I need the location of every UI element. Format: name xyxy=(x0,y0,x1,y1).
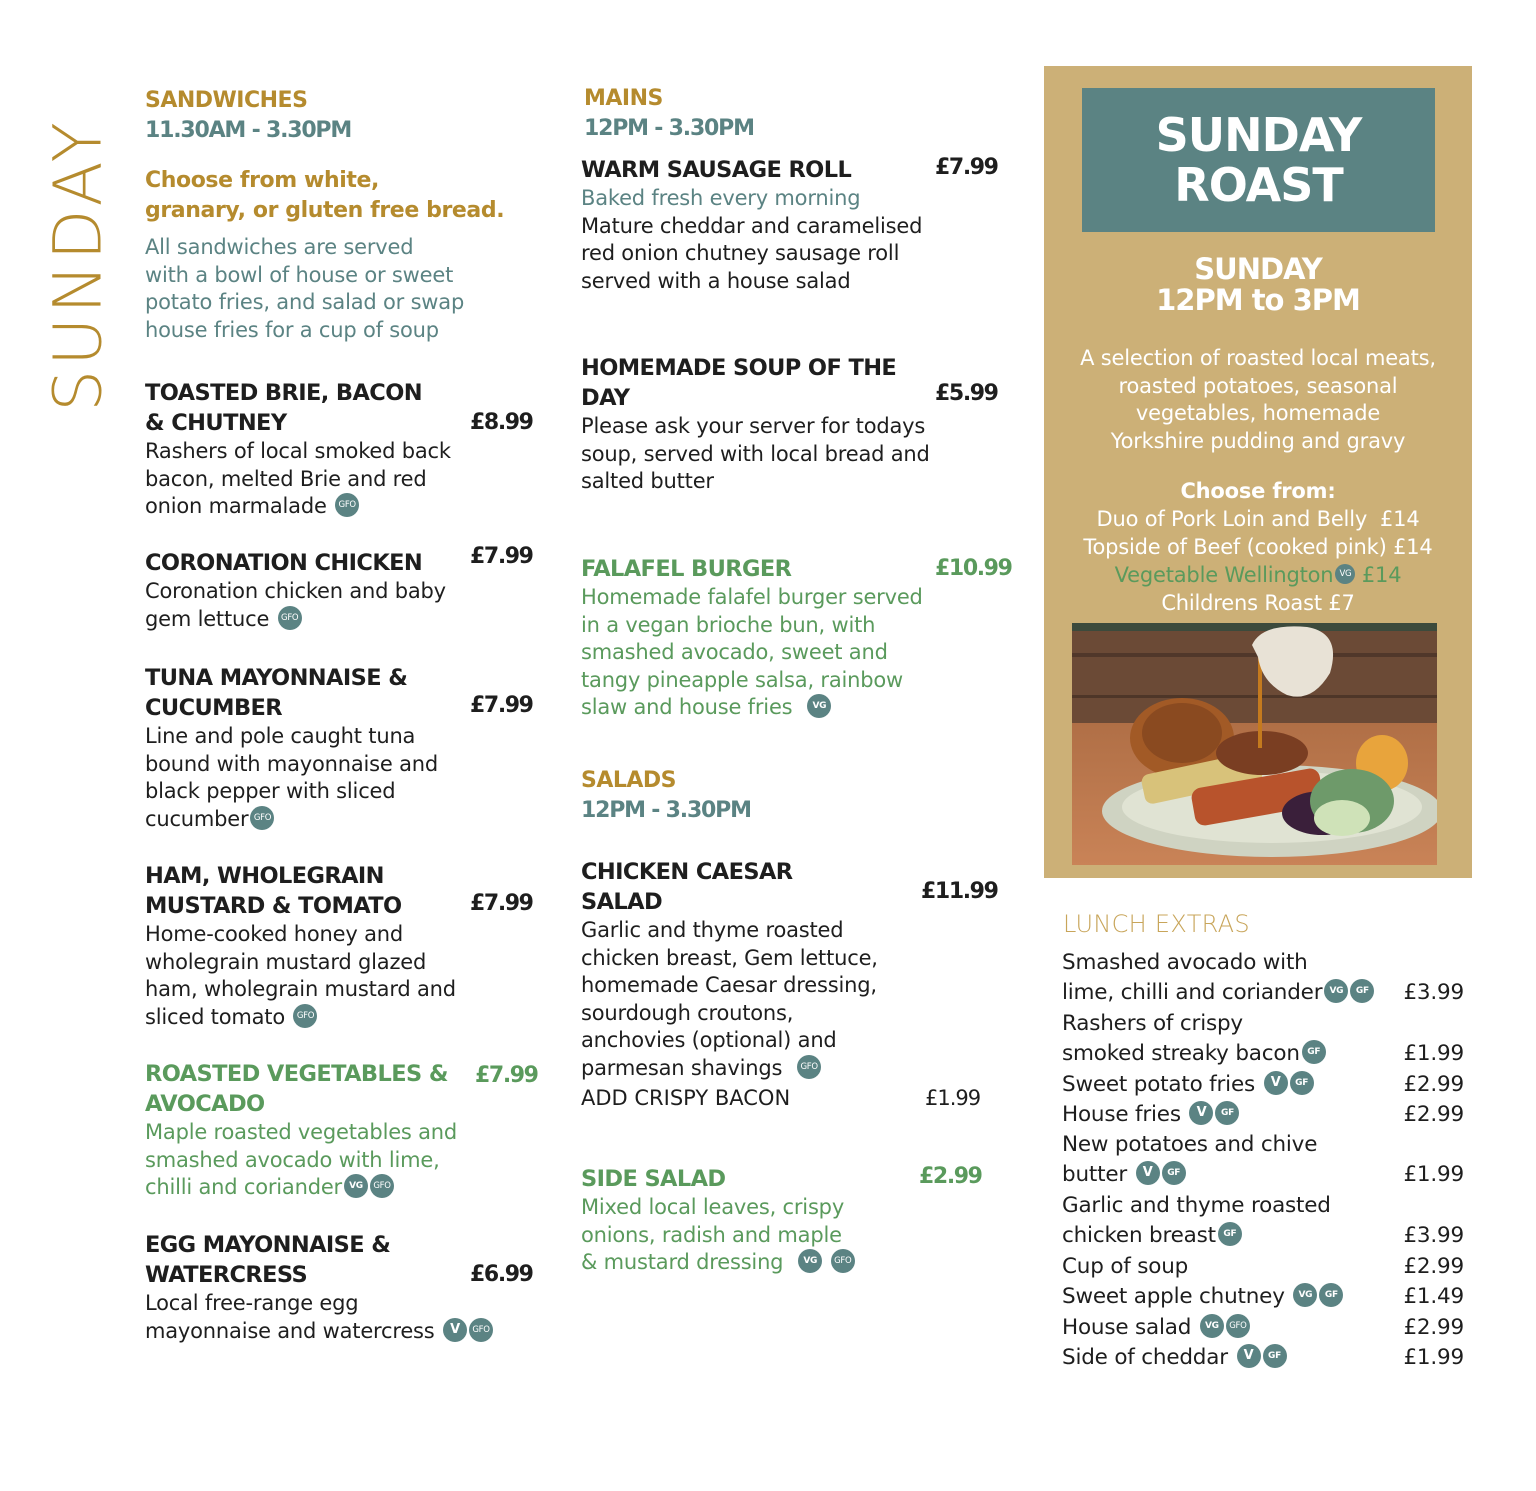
served-note-line: with a bowl of house or sweet xyxy=(145,262,454,287)
roast-desc-line: roasted potatoes, seasonal xyxy=(1118,373,1398,398)
extra-item-streaky-bacon xyxy=(1062,1009,1464,1070)
gf-badge-icon: GF xyxy=(1302,1040,1326,1064)
item-desc-line: sourdough croutons, xyxy=(581,1000,794,1025)
bread-choice-line-2: granary, or gluten free bread. xyxy=(145,198,505,223)
extra-item-sweet-apple-chutney xyxy=(1062,1282,1464,1312)
addon-row xyxy=(581,1086,1001,1120)
roast-plate-illustration xyxy=(1072,623,1437,865)
roast-option-label: Vegetable Wellington xyxy=(1114,563,1334,587)
item-price: £7.99 xyxy=(470,891,533,916)
salads-section-header xyxy=(581,766,751,826)
item-name: CORONATION CHICKEN xyxy=(145,550,423,576)
menu-item-homemade-soup xyxy=(581,353,1001,496)
gf-badge-icon: GF xyxy=(1290,1071,1314,1095)
extra-item-sweet-potato-fries xyxy=(1062,1070,1464,1100)
menu-item-warm-sausage-roll xyxy=(581,155,1001,295)
roast-option-price: £14 xyxy=(1380,507,1420,531)
gf-badge-icon: GF xyxy=(1215,1101,1239,1125)
item-name: FALAFEL BURGER xyxy=(581,556,792,582)
roast-title-line: SUNDAY xyxy=(1155,108,1362,162)
item-name: TOASTED BRIE, BACON xyxy=(145,380,422,406)
extra-item-side-of-cheddar xyxy=(1062,1343,1464,1373)
item-desc-line: in a vegan brioche bun, with xyxy=(581,612,876,637)
item-name: TUNA MAYONNAISE & xyxy=(145,665,408,691)
gf-badge-icon: GF xyxy=(1218,1222,1242,1246)
item-desc-line: cucumber xyxy=(145,806,249,831)
vg-badge-icon: VG xyxy=(1324,979,1348,1003)
gfo-badge-icon: GFO xyxy=(469,1318,493,1342)
extra-item-price: £1.49 xyxy=(1403,1284,1464,1309)
extra-item-chicken-breast xyxy=(1062,1191,1464,1252)
roast-option-beef xyxy=(1044,533,1472,561)
item-name: EGG MAYONNAISE & xyxy=(145,1232,391,1258)
item-desc-line: black pepper with sliced xyxy=(145,779,396,803)
gfo-badge-icon: GFO xyxy=(335,493,359,517)
roast-title-block xyxy=(1082,88,1435,232)
roast-option-pork xyxy=(1044,505,1472,533)
item-desc-line: Mature cheddar and caramelised xyxy=(581,213,923,238)
item-price: £6.99 xyxy=(470,1262,533,1287)
menu-item-egg-mayonnaise xyxy=(145,1230,545,1345)
item-desc-line: Rashers of local smoked back xyxy=(145,439,451,463)
item-desc-line: Local free-range egg xyxy=(145,1291,359,1315)
item-name: ROASTED VEGETABLES & xyxy=(145,1061,448,1087)
item-name: WARM SAUSAGE ROLL xyxy=(581,157,852,183)
served-note-line: All sandwiches are served xyxy=(145,235,414,259)
roast-title-line: ROAST xyxy=(1174,158,1343,212)
salads-heading: SALADS xyxy=(581,768,677,793)
vg-badge-icon: VG xyxy=(1293,1283,1317,1307)
roast-option-label: Topside of Beef (cooked pink) xyxy=(1083,535,1387,559)
item-desc-line: onion marmalade xyxy=(145,494,327,518)
extra-item-line: House fries xyxy=(1062,1102,1181,1127)
extra-item-new-potatoes xyxy=(1062,1130,1464,1191)
gfo-badge-icon: GFO xyxy=(370,1174,394,1198)
item-desc-line: homemade Caesar dressing, xyxy=(581,973,877,997)
menu-item-side-salad xyxy=(581,1164,1001,1277)
extra-item-price: £2.99 xyxy=(1403,1254,1464,1279)
extra-item-cup-of-soup xyxy=(1062,1252,1464,1282)
vertical-page-title xyxy=(38,92,118,437)
menu-item-roasted-vegetables xyxy=(145,1059,555,1202)
mains-section-header xyxy=(584,84,754,144)
menu-item-coronation-chicken xyxy=(145,544,545,633)
menu-item-falafel-burger xyxy=(581,554,1011,722)
item-desc-line: anchovies (optional) and xyxy=(581,1028,837,1052)
roast-choose-label: Choose from: xyxy=(1180,479,1336,503)
item-desc-line: gem lettuce xyxy=(145,606,270,631)
gf-badge-icon: GF xyxy=(1319,1283,1343,1307)
extra-item-line: Sweet apple chutney xyxy=(1062,1284,1285,1309)
item-desc-line: smashed avocado with lime, xyxy=(145,1147,440,1172)
item-desc-line: onions, radish and maple xyxy=(581,1222,842,1247)
item-desc-line: Mixed local leaves, crispy xyxy=(581,1195,845,1219)
extra-item-price: £2.99 xyxy=(1403,1072,1464,1097)
menu-item-chicken-caesar-salad xyxy=(581,857,1001,1120)
sandwiches-heading: SANDWICHES xyxy=(145,88,308,113)
item-name: AVOCADO xyxy=(145,1091,265,1117)
sandwiches-section xyxy=(145,86,555,344)
extra-item-line: Garlic and thyme roasted xyxy=(1062,1193,1331,1218)
item-desc-line: smashed avocado, sweet and xyxy=(581,640,888,664)
roast-option-price: £14 xyxy=(1361,563,1402,587)
item-desc-line: slaw and house fries xyxy=(581,695,793,719)
extra-item-price: £2.99 xyxy=(1403,1102,1464,1127)
extra-item-house-salad xyxy=(1062,1313,1464,1343)
extra-item-smashed-avocado xyxy=(1062,948,1464,1009)
menu-item-tuna-mayonnaise xyxy=(145,663,545,833)
item-desc-line: & mustard dressing xyxy=(581,1250,784,1274)
item-price: £7.99 xyxy=(475,1063,538,1088)
item-desc-line: Homemade falafel burger served xyxy=(581,585,923,609)
sandwiches-time: 11.30AM - 3.30PM xyxy=(145,118,352,143)
mains-heading: MAINS xyxy=(584,86,663,111)
roast-option-vegetable-wellington xyxy=(1044,561,1472,589)
roast-option-price: £14 xyxy=(1393,535,1433,559)
gf-badge-icon: GF xyxy=(1350,979,1374,1003)
extra-item-price: £2.99 xyxy=(1403,1315,1464,1340)
item-desc-line: Garlic and thyme roasted xyxy=(581,918,844,942)
item-desc-line: Line and pole caught tuna xyxy=(145,724,416,748)
item-price: £7.99 xyxy=(470,693,533,718)
item-desc-line: mayonnaise and watercress xyxy=(145,1318,435,1343)
sunday-roast-photo xyxy=(1072,623,1437,865)
item-desc-line: Maple roasted vegetables and xyxy=(145,1120,458,1144)
item-name: MUSTARD & TOMATO xyxy=(145,893,402,919)
roast-desc-line: A selection of roasted local meats, xyxy=(1080,346,1436,370)
extra-item-line: smoked streaky bacon xyxy=(1062,1041,1300,1067)
bread-choice-line-1: Choose from white, xyxy=(145,168,379,193)
roast-option-price: £7 xyxy=(1328,591,1355,615)
item-desc-line: tangy pineapple salsa, rainbow xyxy=(581,667,904,692)
extra-item-price: £3.99 xyxy=(1403,1223,1464,1248)
item-desc-line: chilli and coriander xyxy=(145,1175,342,1199)
item-name: DAY xyxy=(581,385,630,411)
item-desc-line: sliced tomato xyxy=(145,1004,285,1029)
extra-item-line: butter xyxy=(1062,1162,1128,1188)
roast-option-label: Childrens Roast xyxy=(1161,591,1322,615)
item-price: £11.99 xyxy=(921,879,998,904)
vg-badge-icon: VG xyxy=(1200,1314,1224,1338)
item-price: £10.99 xyxy=(935,556,1012,581)
mains-time: 12PM - 3.30PM xyxy=(584,116,754,141)
item-price: £7.99 xyxy=(935,155,998,180)
extra-item-line: House salad xyxy=(1062,1315,1192,1340)
addon-price: £1.99 xyxy=(925,1086,981,1110)
served-note xyxy=(145,234,555,344)
item-price: £7.99 xyxy=(470,544,533,569)
item-desc-line: ham, wholegrain mustard and xyxy=(145,977,456,1001)
gfo-badge-icon: GFO xyxy=(293,1004,317,1028)
vg-badge-icon: VG xyxy=(344,1174,368,1198)
salads-time: 12PM - 3.30PM xyxy=(581,798,751,823)
item-name: WATERCRESS xyxy=(145,1262,308,1288)
gf-badge-icon: GF xyxy=(1263,1344,1287,1368)
vg-badge-icon: VG xyxy=(1335,564,1355,584)
item-name: HAM, WHOLEGRAIN xyxy=(145,863,384,889)
gfo-badge-icon: GFO xyxy=(797,1055,821,1079)
roast-day: SUNDAY xyxy=(1194,252,1322,286)
v-badge-icon: V xyxy=(1264,1071,1288,1095)
gfo-badge-icon: GFO xyxy=(250,806,274,830)
menu-item-ham-wholegrain xyxy=(145,861,545,1031)
extra-item-line: Smashed avocado with xyxy=(1062,950,1308,975)
item-price: £5.99 xyxy=(935,381,998,406)
item-desc-line: soup, served with local bread and xyxy=(581,441,930,466)
gfo-badge-icon: GFO xyxy=(278,606,302,630)
extra-item-price: £3.99 xyxy=(1403,980,1464,1005)
extra-item-house-fries xyxy=(1062,1100,1464,1130)
gf-badge-icon: GF xyxy=(1162,1161,1186,1185)
extra-item-line: chicken breast xyxy=(1062,1223,1216,1249)
extra-item-price: £1.99 xyxy=(1403,1041,1464,1066)
vg-badge-icon: VG xyxy=(807,694,831,718)
extra-item-line: Rashers of crispy xyxy=(1062,1011,1243,1036)
addon-label: ADD CRISPY BACON xyxy=(581,1086,791,1110)
item-name: CHICKEN CAESAR xyxy=(581,859,793,885)
vertical-title-text: SUNDAY xyxy=(39,117,117,412)
item-name: HOMEMADE SOUP OF THE xyxy=(581,355,897,381)
item-name: CUCUMBER xyxy=(145,695,283,721)
v-badge-icon: V xyxy=(1237,1344,1261,1368)
item-desc-line: wholegrain mustard glazed xyxy=(145,949,427,974)
roast-option-childrens xyxy=(1044,589,1472,617)
vg-badge-icon: VG xyxy=(798,1249,822,1273)
extra-item-line: Sweet potato fries xyxy=(1062,1072,1255,1097)
gfo-badge-icon: GFO xyxy=(831,1249,855,1273)
extra-item-line: lime, chilli and coriander xyxy=(1062,980,1323,1006)
v-badge-icon: V xyxy=(1189,1101,1213,1125)
gfo-badge-icon: GFO xyxy=(1226,1314,1250,1338)
extra-item-line: Cup of soup xyxy=(1062,1254,1189,1279)
item-name: SIDE SALAD xyxy=(581,1166,726,1192)
roast-option-label: Duo of Pork Loin and Belly xyxy=(1096,507,1368,531)
roast-options xyxy=(1044,477,1472,617)
item-desc-line: salted butter xyxy=(581,469,714,493)
roast-hours: 12PM to 3PM xyxy=(1156,283,1360,317)
item-desc-line: chicken breast, Gem lettuce, xyxy=(581,945,878,970)
v-badge-icon: V xyxy=(1136,1161,1160,1185)
extra-item-price: £1.99 xyxy=(1403,1345,1464,1370)
item-desc-line: served with a house salad xyxy=(581,268,851,293)
item-desc-line: Please ask your server for todays xyxy=(581,414,926,438)
menu-item-toasted-brie xyxy=(145,378,545,521)
extra-item-line: Side of cheddar xyxy=(1062,1345,1228,1370)
item-name: SALAD xyxy=(581,889,663,915)
sunday-roast-panel xyxy=(1044,66,1472,878)
item-price: £8.99 xyxy=(470,410,533,435)
roast-desc-line: Yorkshire pudding and gravy xyxy=(1110,428,1406,453)
served-note-line: house fries for a cup of soup xyxy=(145,317,439,342)
item-desc-line: bound with mayonnaise and xyxy=(145,751,438,776)
roast-description xyxy=(1044,345,1472,455)
item-desc-line: bacon, melted Brie and red xyxy=(145,466,427,491)
item-desc-line: Home-cooked honey and xyxy=(145,922,403,946)
item-subtitle: Baked fresh every morning xyxy=(581,186,861,210)
item-desc-line: red onion chutney sausage roll xyxy=(581,241,900,265)
item-desc-line: Coronation chicken and baby xyxy=(145,579,446,603)
item-price: £2.99 xyxy=(919,1164,982,1189)
served-note-line: potato fries, and salad or swap xyxy=(145,290,465,314)
extra-item-line: New potatoes and chive xyxy=(1062,1132,1318,1157)
lunch-extras-heading: LUNCH EXTRAS xyxy=(1063,910,1250,938)
extra-item-price: £1.99 xyxy=(1403,1162,1464,1187)
item-desc-line: parmesan shavings xyxy=(581,1055,783,1080)
item-name: & CHUTNEY xyxy=(145,410,287,436)
v-badge-icon: V xyxy=(443,1318,467,1342)
roast-desc-line: vegetables, homemade xyxy=(1135,401,1381,425)
